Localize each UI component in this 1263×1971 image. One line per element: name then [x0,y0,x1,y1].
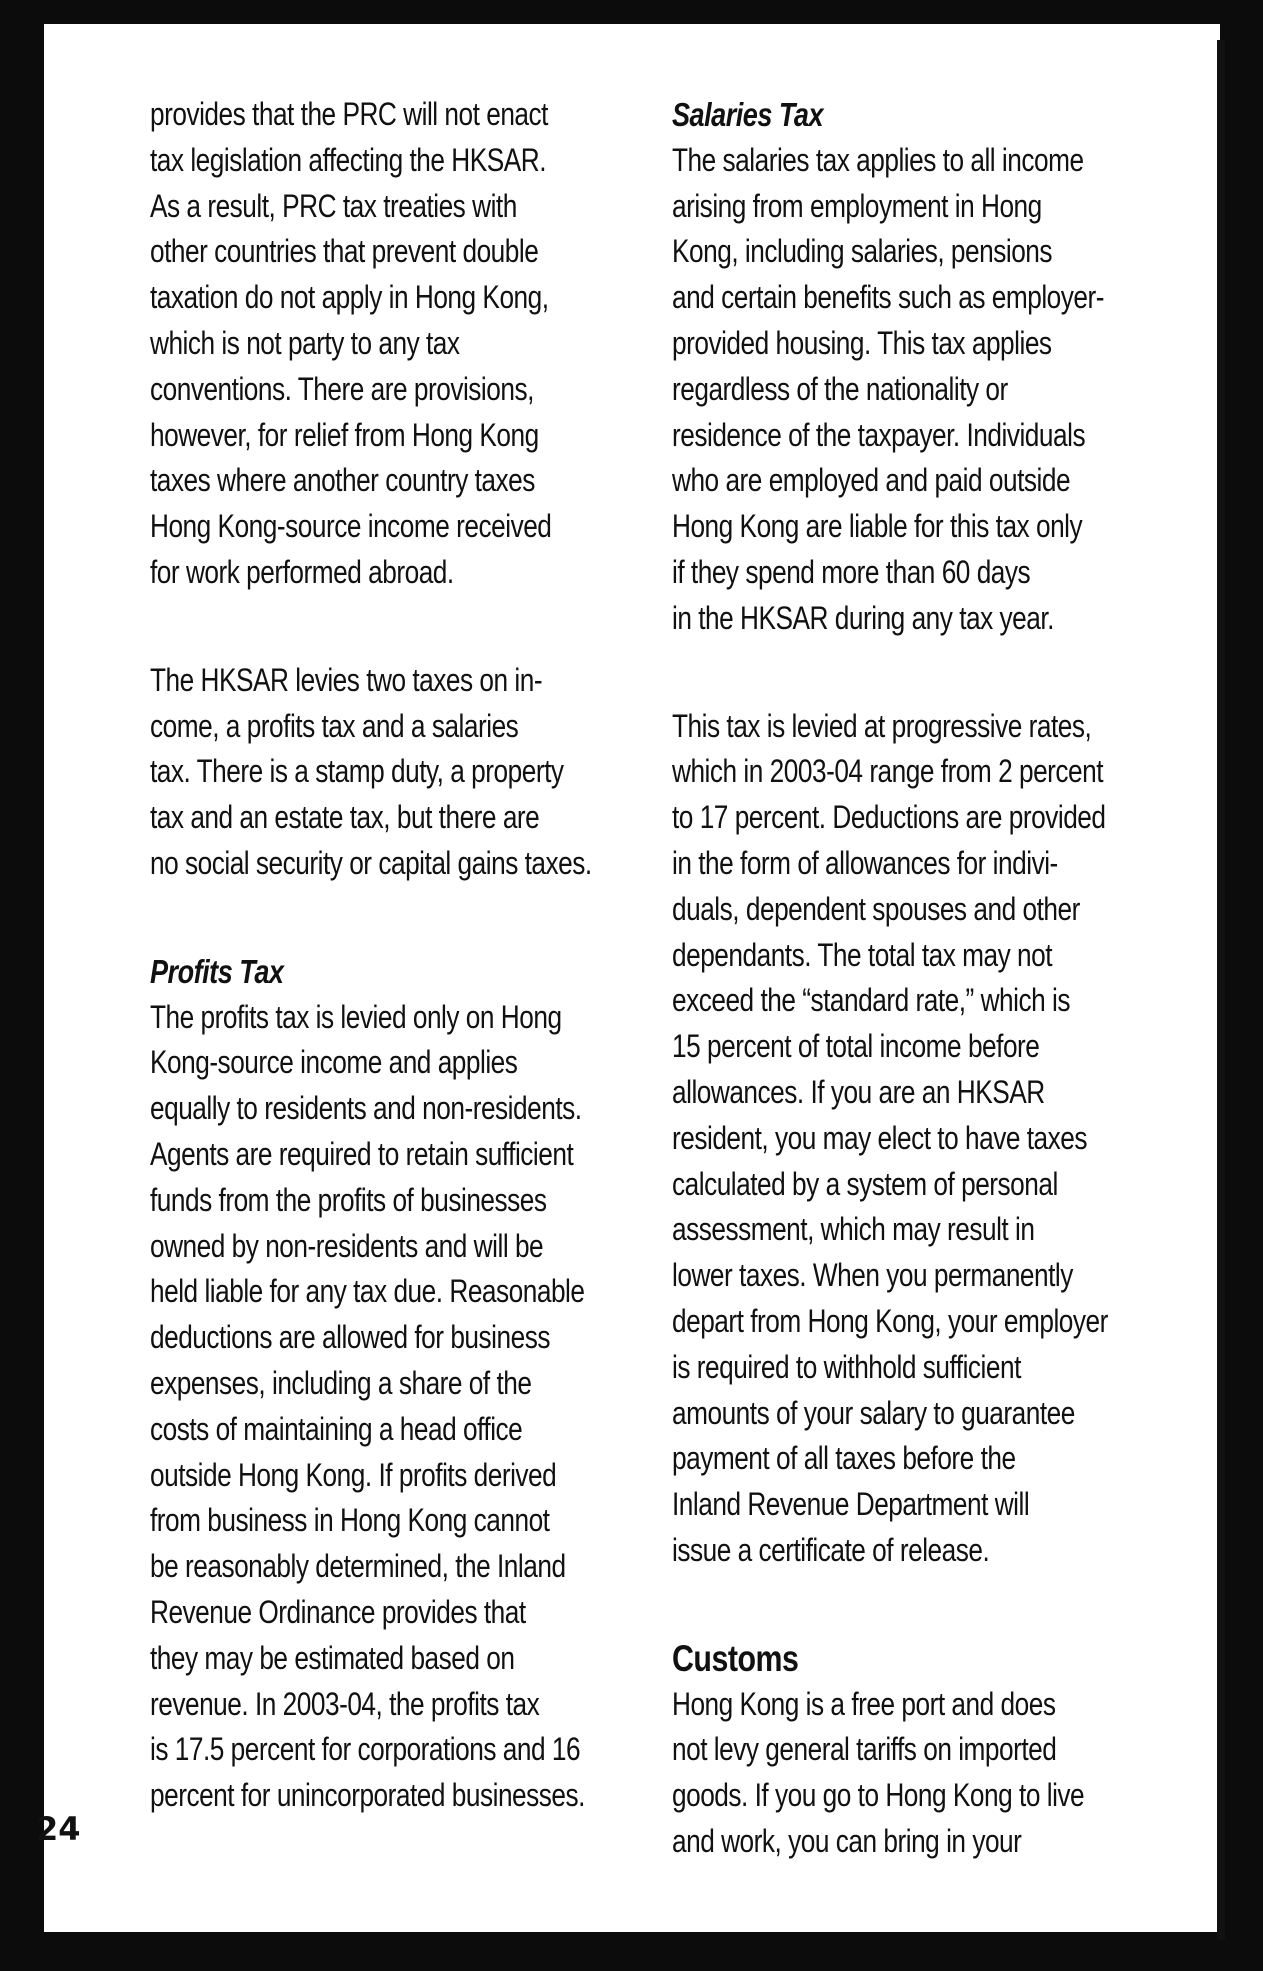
intro-paragraph: provides that the PRC will not enact tax legislation affecting the HKSAR. As a result, PRC tax treaties with other countries that prevent double taxation do not apply in Hong Kong, which is not party to any tax conventions. There are provisions, however, for relief from Hong Kong taxes where another country taxes Hong Kong-source income received for work performed abroad. [150,96,552,590]
page-number: 24 [36,1810,81,1848]
paragraph-spacer [672,1574,1144,1636]
paragraph-spacer [150,887,622,949]
salaries-tax-heading: Salaries Tax [672,96,824,133]
paragraph-spacer [150,596,622,658]
paragraph-spacer [672,642,1144,704]
salaries-tax-paragraph: The salaries tax applies to all income arising from employment in Hong Kong, including salaries, pensions and certain benefits such as employer- provided housing. This tax applies regardless of the nationality or residence of the taxpayer. Individuals who are employed and paid outside Hong Kong are liable for this tax only if they spend more than 60 days in the HKSAR during any tax year. [672,141,1104,636]
customs-paragraph: Hong Kong is a free port and does not levy general tariffs on imported goods. If you go to Hong Kong to live and work, you can bring in your [672,1685,1085,1859]
customs-heading: Customs [672,1637,799,1679]
right-column [672,92,1144,1865]
taxes-paragraph: The HKSAR levies two taxes on in- come, a profits tax and a salaries tax. There is a stamp duty, a property tax and an estate tax, but there are no social security or capital gains taxes. [150,661,592,881]
profits-tax-paragraph: The profits tax is levied only on Hong Kong-source income and applies equally to residents and non-residents. Agents are required to retain sufficient funds from the profits of businesses owned by non-residents and will be held liable for any tax due. Reasonable deductions are allowed for business expenses, including a share of the costs of maintaining a head office outside Hong Kong. If profits derived from business in Hong Kong cannot be reasonably determined, the Inland Revenue Ordinance provides that they may be estimated based on revenue. In 2003-04, the profits tax is 17.5 percent for corporations and 16 percent for unincorporated businesses. [150,998,585,1814]
page-edge-rule [1217,40,1225,1940]
rates-paragraph: This tax is levied at progressive rates, which in 2003-04 range from 2 percent to 17 percent. Deductions are provided in the form of allowances for indivi- duals, dependent spouses and other dependants. The total tax may not exceed the “standard rate,” which is 15 percent of total income before allowances. If you are an HKSAR resident, you may elect to have taxes calculated by a system of personal assessment, which may result in lower taxes. When you permanently depart from Hong Kong, your employer is required to withhold sufficient amounts of your salary to guarantee payment of all taxes before the Inland Revenue Department will issue a certificate of release. [672,707,1108,1568]
profits-tax-heading: Profits Tax [150,952,284,990]
left-column [150,92,622,1819]
